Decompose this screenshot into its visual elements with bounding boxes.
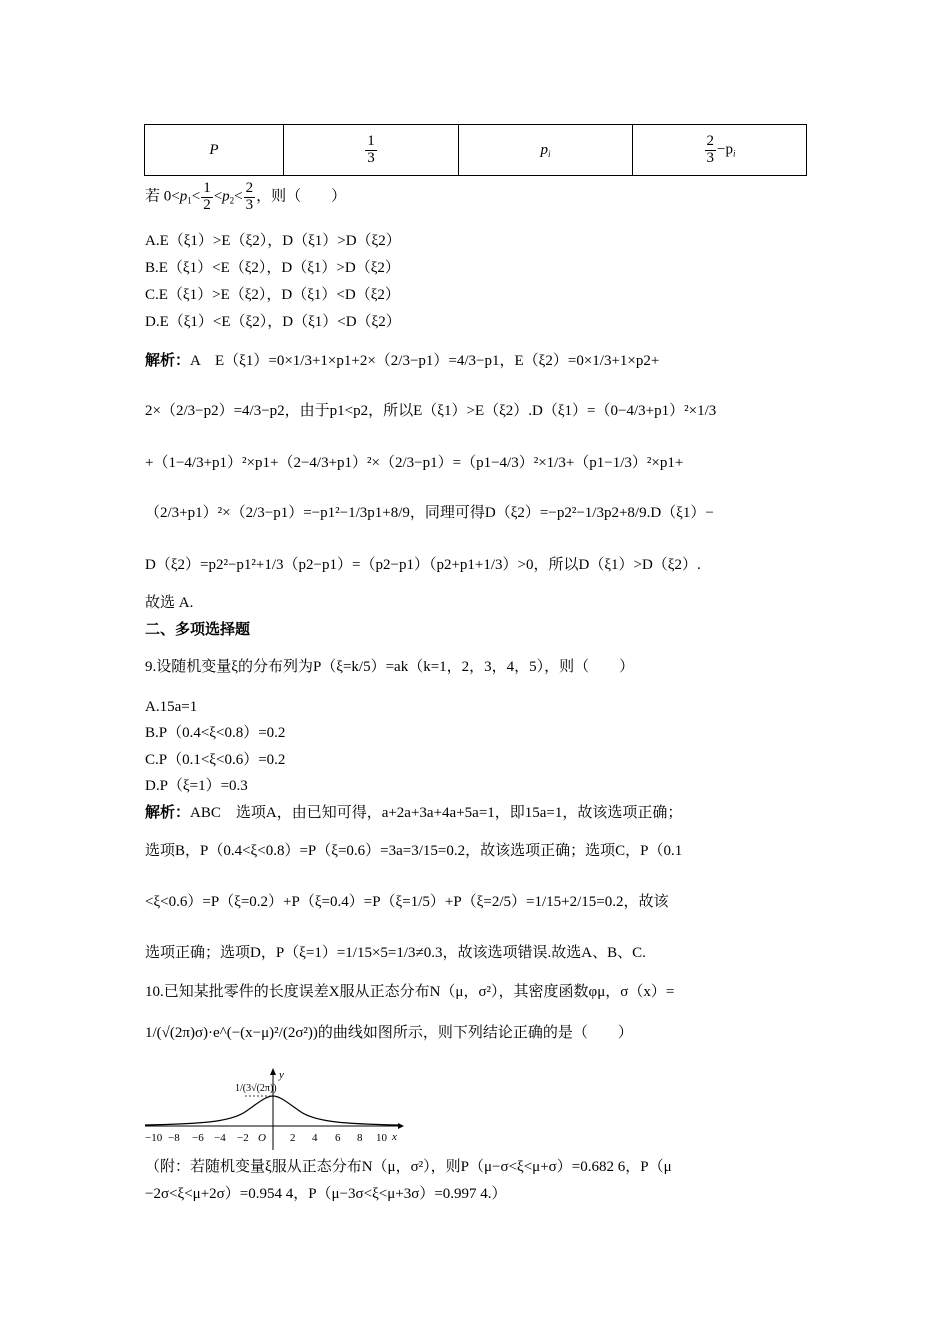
q10-note-line-1: （附：若随机变量ξ服从正态分布N（μ，σ²），则P（μ−σ<ξ<μ+σ）=0.682 6，P（μ (145, 1159, 672, 1175)
y-axis-label: y (279, 1069, 284, 1081)
q8-solution-line-3: +（1−4/3+p1）²×p1+（2−4/3+p1）²×（2/3−p1）=（p1−4/3）²×1/3+（p1−1/3）²×p1+ (145, 455, 684, 471)
tick-label: −4 (214, 1132, 226, 1144)
q9-stem: 9.设随机变量ξ的分布列为P（ξ=k/5）=ak（k=1，2，3，4，5），则（ ） (145, 659, 635, 675)
q10-note-line-2: −2σ<ξ<μ+2σ）=0.954 4，P（μ−3σ<ξ<μ+3σ）=0.997 4.） (145, 1186, 507, 1202)
q8-condition: 若 $0<p_1<$ $\frac{1}{2}$ $<p_2<$ $\frac{2}{3}$ ，则（ ） (145, 180, 347, 213)
q8-option-c: C.E（ξ1）>E（ξ2），D（ξ1）<D（ξ2） (145, 287, 400, 303)
tick-label: 10 (376, 1132, 387, 1144)
q9-option-b: B.P（0.4<ξ<0.8）=0.2 (145, 725, 286, 741)
q8-solution-line-1: 解析：A E（ξ1）=0×1/3+1×p1+2×（2/3−p1）=4/3−p1，E（ξ2）=0×1/3+1×p2+ (145, 353, 660, 369)
table-cell-one-third: $\frac{1}{3}$ (284, 125, 459, 176)
tick-label: 8 (357, 1132, 363, 1144)
q8-option-d: D.E（ξ1）<E（ξ2），D（ξ1）<D（ξ2） (145, 314, 401, 330)
table-cell-p-header: P (145, 125, 284, 176)
q10-stem: 10.已知某批零件的长度误差X服从正态分布N（μ，σ²），其密度函数φμ，σ（x）= (145, 984, 675, 1000)
tick-label: −6 (192, 1132, 204, 1144)
distribution-table (144, 124, 807, 176)
q8-solution-line-5: D（ξ2）=p2²−p1²+1/3（p2−p1）=（p2−p1）（p2+p1+1/3）>0，所以D（ξ1）>D（ξ2）. (145, 557, 701, 573)
q9-solution-line-4: 选项正确；选项D，P（ξ=1）=1/15×5=1/3≠0.3，故该选项错误.故选A、B、C. (145, 945, 646, 961)
table-cell-two-thirds-minus-pi: $\frac{2}{3}$ $-p_i$ (633, 125, 807, 176)
table-cell-pi: $p_i$ (459, 125, 633, 176)
table-row (145, 125, 807, 176)
q10-density-line: 1/(√(2π)σ)·e^(−(x−μ)²/(2σ²))的曲线如图所示，则下列结论正确的是（ ） (145, 1025, 633, 1041)
normal-curve-figure (140, 1062, 410, 1152)
q8-solution-line-6: 故选 A. (145, 595, 194, 611)
density-curve (145, 1096, 398, 1125)
q8-solution-line-2: 2×（2/3−p2）=4/3−p2，由于p1<p2，所以E（ξ1）>E（ξ2）.D（ξ1）=（0−4/3+p1）²×1/3 (145, 403, 717, 419)
origin-label: O (258, 1132, 266, 1144)
peak-label: 1/(3√(2π)) (235, 1083, 277, 1094)
solution-label: 解析： (145, 353, 191, 369)
q8-solution-line-4: （2/3+p1）²×（2/3−p1）=−p1²−1/3p1+8/9，同理可得D（ξ2）=−p2²−1/3p2+8/9.D（ξ1）− (145, 505, 714, 521)
q9-option-c: C.P（0.1<ξ<0.6）=0.2 (145, 752, 286, 768)
q9-solution-line-1: 解析：ABC 选项A，由已知可得，a+2a+3a+4a+5a=1，即15a=1，故该选项正确； (145, 805, 683, 821)
solution-label: 解析： (145, 805, 191, 821)
tick-label: −8 (168, 1132, 180, 1144)
tick-label: 2 (290, 1132, 296, 1144)
tick-label: 4 (312, 1132, 318, 1144)
q9-solution-line-3: <ξ<0.6）=P（ξ=0.2）+P（ξ=0.4）=P（ξ=1/5）+P（ξ=2/5）=1/15+2/15=0.2，故该 (145, 894, 669, 910)
x-axis-label: x (392, 1131, 397, 1143)
q9-option-d: D.P（ξ=1）=0.3 (145, 778, 248, 794)
tick-label: −2 (237, 1132, 249, 1144)
tick-label: −10 (145, 1132, 163, 1144)
q9-option-a: A.15a=1 (145, 699, 198, 715)
q8-option-b: B.E（ξ1）<E（ξ2），D（ξ1）>D（ξ2） (145, 260, 400, 276)
density-formula: 1/(√(2π)σ)·e^(−(x−μ)²/(2σ²)) (145, 1025, 318, 1041)
section-heading: 二、多项选择题 (145, 622, 251, 638)
tick-label: 6 (335, 1132, 341, 1144)
q8-option-a: A.E（ξ1）>E（ξ2），D（ξ1）>D（ξ2） (145, 233, 401, 249)
q9-solution-line-2: 选项B，P（0.4<ξ<0.8）=P（ξ=0.6）=3a=3/15=0.2，故该选项正确；选项C，P（0.1 (145, 843, 683, 859)
